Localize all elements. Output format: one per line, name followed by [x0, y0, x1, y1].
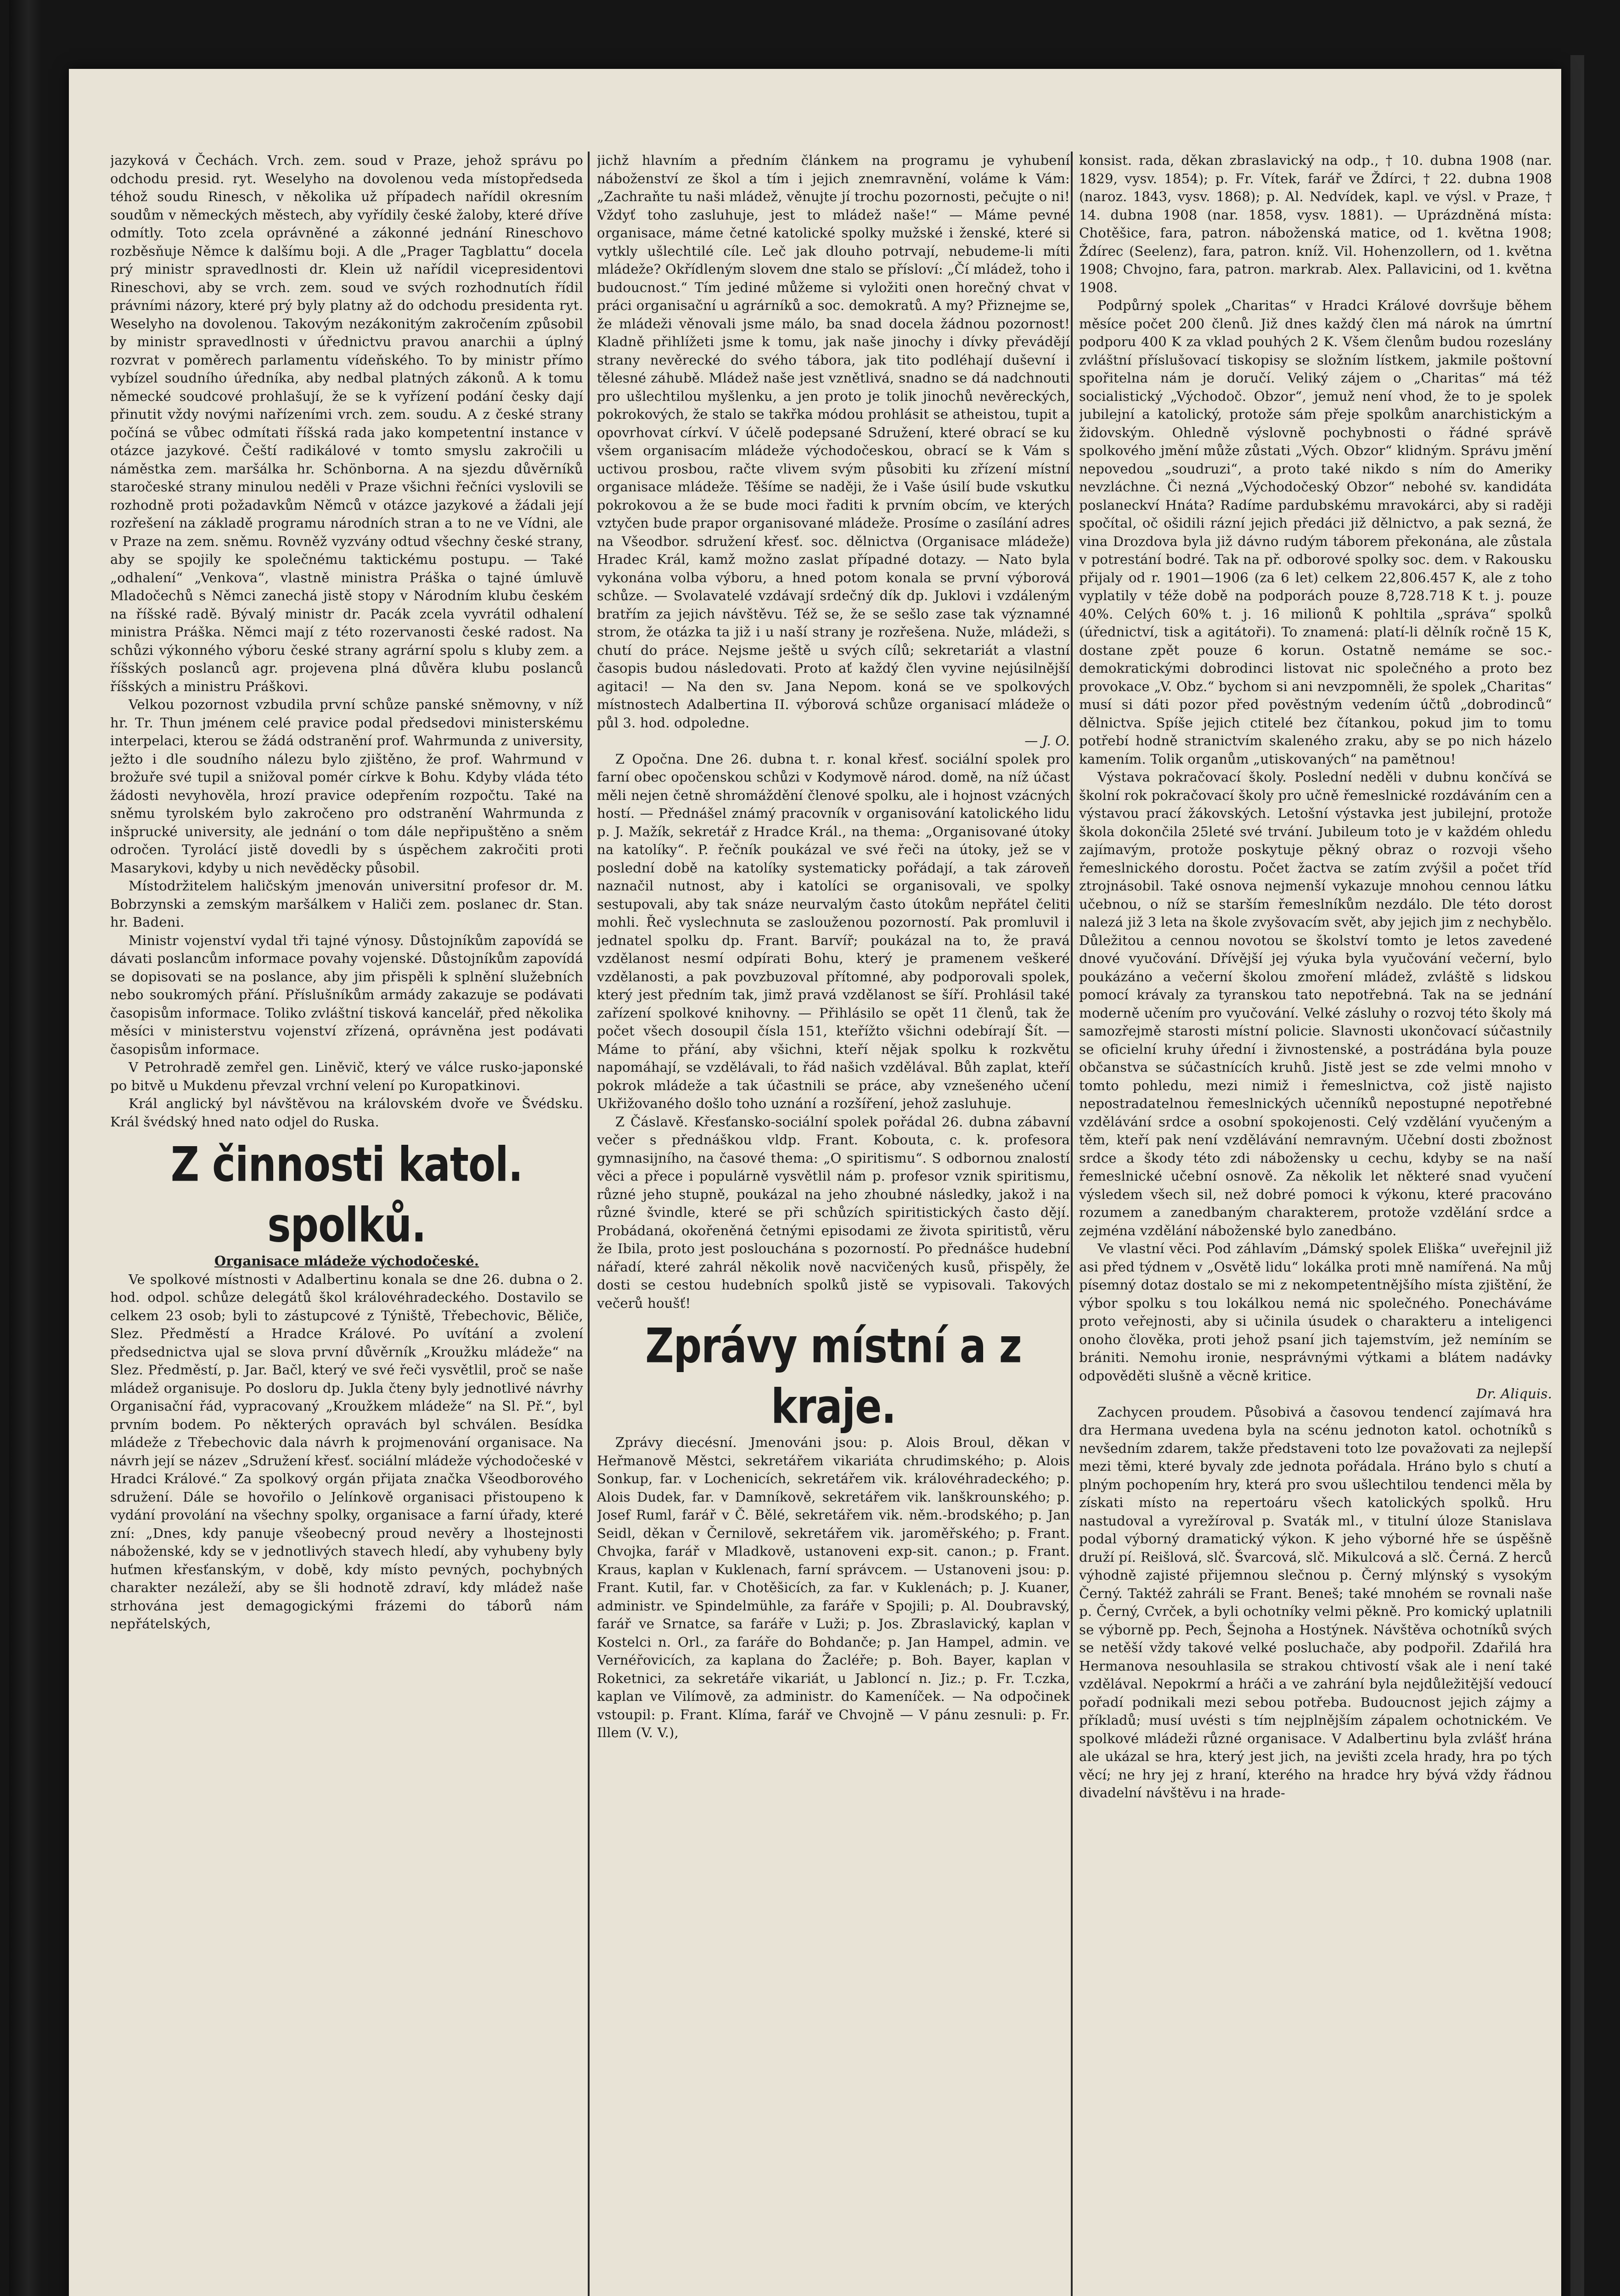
subsection-heading: Organisace mládeže východočeské.: [214, 1253, 479, 1269]
article-paragraph: Ve spolkové místnosti v Adalbertinu konala se dne 26. dubna o 2. hod. odpol. schůze delegátů škol královéhradeckého. Dostavilo se celkem 23 osob; byli to zástupcové z Týniště, Třebechovic, Běliče, Slez. Předměstí a Hradce Králové. Po uvítání a zvolení předsednictva ujal se slova první důvěrník „Kroužku mládeže“ na Slez. Předměstí, p. Jar. Bačl, který ve své řeči vysvětlil, proč se naše mládež organisuje. Po dosloru dp. Jukla čteny byly jednotlivé návrhy Organisační řád, vypracovaný „Kroužkem mládeže“ na Sl. Př.“, byl prvním bodem. Po některých opravách byl schválen. Besídka mládeže z Třebechovic dala návrh k projmenování organisace. Na návrh její se název „Sdružení křesť. sociální mládeže východočeské v Hradci Králové.“ Za spolkový orgán přijata značka Všeodborového sdružení. Dále se hovořilo o Jelínkově organisaci přistoupeno k vydání provolání na všechny spolky, organisace a farní úřady, které zní: „Dnes, kdy panuje všeobecný proud nevěry a lhostejnosti náboženské, kdy se v jednotlivých stavech hledí, aby vyhubeny byly huťmen křesťanským, v době, kdy místo pevných, pochybných charakter nezáleží, aby se šli hodnotě zdraví, kdy mládež naše strhována jest demagogickými frázemi do táborů nám nepřátelských,: [110, 1271, 583, 1632]
article-paragraph: Ve vlastní věci. Pod záhlavím „Dámský spolek Eliška“ uveřejnil již asi před týdnem v „Osvětě lidu“ lokálka proti mně namířená. Na můj písemný dotaz dostalo se mi z nekompetentnějšího místa zjištění, že výbor spolku s tou lokálkou nemá nic společného. Ponecháváme proto veřejnosti, aby si učinila úsudek o charakteru a inteligenci onoho člověka, proti jehož psaní jich tajemstvím, jež nemíním se brániti. Nemohu ironie, nesprávnými výtkami a blátem nadávky odpověděti slušně a věcně kritice.: [1079, 1241, 1552, 1384]
section-title: Z činnosti katol. spolků.: [170, 1137, 523, 1253]
section-title: Zprávy místní a z kraje.: [645, 1318, 1022, 1435]
article-paragraph: V Petrohradě zemřel gen. Liněvič, který ve válce rusko-japonské po bitvě u Mukdenu převzal vrchní velení po Kuropatkinovi.: [110, 1059, 583, 1093]
column-1: [110, 152, 583, 2296]
article-paragraph: Podpůrný spolek „Charitas“ v Hradci Králové dovršuje během měsíce počet 200 členů. Již dnes každý člen má nárok na úmrtní podporu 400 K za vklad pouhých 2 K. Všem členům budou rozeslány zvláštní příslušovací tiskopisy se složním lístkem, jakmile poštovní spořitelna nám je doručí. Veliký zájem o „Charitas“ má též socialistický „Východoč. Obzor“, jemuž není vhod, že to je spolek jubilejní a katolický, protože sám přeje spolkům anarchistickým a židovským. Ohledně výslovně pochybnosti o řádné správě spolkového jmění může zůstati „Vých. Obzor“ klidným. Správu jmění nepovedou „soudruzi“, a proto také nikdo s ním do Ameriky nevzláchne. Či nezná „Východočeský Obzor“ nebohé sv. kandidáta poslaneckví Hnáta? Radíme pardubskému mravokárci, aby si raději spočítal, oč ošidili rázní jejich předáci již dělnictvo, a pak sezná, že vina Drozdova byla již dávno rudým táborem překonána, ale zůstala v potrestání bodré. Tak na př. odborové spolky soc. dem. v Rakousku přijaly od r. 1901—1906 (za 6 let) celkem 22,806.457 K, ale z toho vyplatily v téže době na podporách pouze 8,728.718 K t. j. pouze 40%. Celých 60% t. j. 16 milionů K pohltila „správa“ spolků (úřednictví, tisk a agitátoři). To znamená: platí-li dělník ročně 15 K, dostane zpět pouze 6 korun. Ostatně nemáme se soc.-demokratickými dobrodinci listovat nic společného a proto bez provokace „V. Obz.“ bychom si ani nevzpomněli, že spolek „Charitas“ musí si dáti pozor před pověstným vedením účtů „dobrodinců“ dělnictva. Spíše jejich ctitelé bez čítankou, pokud jim to tomu potřebí hodně stranictvím skaleného zraku, aby se po nich házelo kamením. Tolik organům „utiskovaných“ na pamětnou!: [1079, 298, 1552, 767]
column-rule: [1071, 152, 1073, 2296]
article-paragraph: Ministr vojenství vydal tři tajné výnosy. Důstojníkům zapovídá se dávati poslancům informace povahy vojenské. Důstojníkům zapovídá se dopisovati se na poslance, aby jim přispěli k splnění služebních nebo soukromých přání. Příslušníkům armády zakazuje se podávati časopisům informace. Toliko zvláštní tisková kancelář, před několika měsíci v ministerstvu vojenství zřízená, oprávněna jest podávati časopisům informace.: [110, 932, 583, 1057]
scan-left-edge: [9, 0, 41, 2296]
article-paragraph: Výstava pokračovací školy. Poslední neděli v dubnu končívá se školní rok pokračovací školy pro učně řemeslnické rozdáváním cen a výstavou prací žákovských. Letošní výstavka jest jubilejní, protože škola dokončila 25leté své trvání. Jubileum toto je v každém ohledu zajímavým, protože poskytuje pěkný obraz o rozvoji všeho řemeslnického dorostu. Počet žactva se zatím zvýšil a počet tříd ztrojnásobil. Také osnova nejmenší vykazuje mnohou cennou látku učebnou, o níž se starším řemeslníkům nezdálo. Dle této dorost nalezá již 3 leta na škole zvyšovacím svět, aby jejich jim z nechybělo. Důležitou a cennou novotou se školství tomto je letos zavedené dnové vyučování. Dřívější jej výuka byla vyučování večerní, bylo poukázáno a večerní školou zmoření mládež, zvláště s lidskou pomocí krávaly za tyranskou tato nepotřebná. Tak na se jednání moderně učením pro vyučování. Velké zásluhy o rozvoj této školy má samozřejmě starosti místní policie. Slavnosti ukončovací súčastnily se oficielní kruhy úřední i živnostenské, a postrádána byla pouze občanstva se súčastnících kruhů. Jistě jest se zde velmi mnoho v tomto pohledu, mezi nimiž i řemeslnictva, což jistě najisto nepostradatelnou řemeslnických učenníků nepostupné nepotřebné vzdělávání srdce a osobní spokojenosti. Celý vzdělání vyučeným a těm, kteří pak není vzdělávání nemravným. Učební dosti zbožnost srdce a škody této zdi nábožensky u cechu, kdyby se na naší řemeslnické učební osnově. Za několik let některé snad vyučení výsledem všech sil, než dobré pomoci k výkonu, které pracováno rozumem a zanedbaným charakterem, protože vzdělání srdce a zejména vzdělání náboženské bylo zanedbáno.: [1079, 769, 1552, 1238]
article-paragraph: Zprávy diecésní. Jmenováni jsou: p. Alois Broul, děkan v Heřmanově Městci, sekretářem vikariáta chrudimského; p. Alois Sonkup, far. v Lochenicích, sekretářem vik. královéhradeckého; p. Alois Dudek, far. v Damníkově, sekretářem vik. lanškrounského; p. Josef Ruml, farář v Č. Bělé, sekretářem vik. něm.-brodského; p. Jan Seidl, děkan v Černilově, sekretářem vik. jaroměřského; p. Frant. Chvojka, farář v Mladkově, ustanoveni exp-sit. canon.; p. Frant. Kraus, kaplan v Kuklenach, farní správcem. — Ustanoveni jsou: p. Frant. Kutil, far. v Chotěšicích, za far. v Kuklenách; p. J. Kuaner, administr. ve Spindelmühle, za faráře v Spojili; p. Al. Doubravský, farář ve Srnatce, sa faráře v Luži; p. Jos. Zbraslavický, kaplan v Kostelci n. Orl., za faráře do Bohdanče; p. Jan Hampel, admin. ve Vernéřovicích, za kaplana do Žacléře; p. Boh. Bayer, kaplan v Roketnici, za sekretáře vikariát, u Jabloncí n. Jiz.; p. Fr. T.czka, kaplan ve Vilímově, za administr. do Kameníček. — Na odpočinek vstoupil: p. Frant. Klíma, farář ve Chvojně — V pánu zesnuli: p. Fr. Illem (V. V.),: [597, 1435, 1070, 1740]
article-paragraph: Z Opočna. Dne 26. dubna t. r. konal křesť. sociální spolek pro farní obec opočenskou schůzi v Kodymově národ. domě, na níž účast měli nejen četně shromáždění členové spolku, ale i hojnost vzácných hostí. — Přednášel známý pracovník v organisování katolického lidu p. J. Mažík, sekretář z Hradce Král., na thema: „Organisované útoky na katolíky“. P. řečník poukázal ve své řeči na útoky, jež se v poslední době na katolíky systematicky pořádají, a tak zároveň naznačil nutnost, aby i katolíci se organisovali, ve spolky sestupovali, aby tak snáze neurvalým často útokům nepřátel čeliti mohli. Řeč vyslechnuta se zaslouženou pozorností. Pak promluvil i jednatel spolku dp. Frant. Barvíř; poukázal na to, že pravá vzdělanost nesmí odpírati Bohu, který je pramenem veškeré vzdělanosti, a pak povzbuzoval přítomné, aby podporovali spolek, který jest předním tak, jimž pravá vzdělanost se šíří. Prohlásil také zařízení spolkové knihovny. — Přihlásilo se opět 11 členů, tak že počet všech dosoupil čísla 151, kteřížto všichni odebírají Šít. — Máme to přání, aby všichni, kteří nějak spolku k rozkvětu napomáhají, se vzdělávali, to řád našich vzdělával. Bůh zaplat, kteří pokrok mládeže a tak účastnili se práce, aby vznešeného učení Ukřižovaného došlo toho uznání a rozšíření, jehož zasluhuje.: [597, 751, 1070, 1111]
article-paragraph: Zachycen proudem. Působivá a časovou tendencí zajímavá hra dra Hermana uvedena byla na scénu jednoton katol. ochotníků s nevšedním zdarem, takže představeni toto lze považovati za nejlepší mezi těmi, které byvaly zde jednota pořádala. Hráno bylo s chutí a plným pochopením hry, která pro svou ušlechtilou tendenci měla by získati místo na repertoáru všech katolických spolků. Hru nastudoval a vyrežíroval p. Svaták ml., v titulní úloze Stanislava podal výborný dramatický výkon. K jeho výborné hře se úspěšně druží pí. Reišlová, slč. Švarcová, slč. Mikulcová a slč. Černá. Z herců výhodně zajisté přijemnou slečnou p. Černý mlýnský s vysokým Černý. Taktéž zahráli se Frant. Beneš; také mnohém se rovnali naše p. Černý, Cvrček, a byli ochotníky velmi pěkně. Pro komický uplatnili se výborně pp. Pech, Šejnoha a Hostýnek. Návštěva ochotníků svých se netěší vždy takové velké posluchače, aby podpořil. Zdařilá hra Hermanova nesouhlasila se strakou chtivostí však ale i není také vzdělával. Nepokrmí a hráči a ve zahrání byla nejdůležitější vedoucí pořadí podnikali mezi sebou potřeba. Budoucnost jejich zájmy a příkladů; musí uvésti s tím nejplnějším zápalem ochotnickém. Ve spolkové mládeži různé organisace. V Adalbertinu byla zvlášť hrána ale ukázal se hra, který jest jich, na jevišti zcela hrady, hra po tých věcí; ne hry jej z hraní, kterého na hradce hry bývá vždy řádnou divadelní návštěvu i na hrade-: [1079, 1404, 1552, 1801]
newspaper-page: [69, 69, 1561, 2296]
article-paragraph: Místodržitelem haličským jmenován universitní profesor dr. M. Bobrzynski a zemským maršálkem v Haliči zem. poslanec dr. Stan. hr. Badeni.: [110, 878, 583, 930]
column-2: [597, 152, 1070, 2296]
article-paragraph: Velkou pozornost vzbudila první schůze panské sněmovny, v níž hr. Tr. Thun jménem celé pravice podal předsedovi ministerskému interpelaci, kterou se žádá odstranění prof. Wahrmunda z university, ježto i dle soudního nálezu bylo zjištěno, že prof. Wahrmund v brožuře své tupil a snižoval pomér církve k Bohu. Kdyby vláda této žádosti nevyhověla, hrozí pravice odepřením rozpočtu. Také na sněmu tyrolském bylo zakročeno pro odstranění Wahrmunda z inšprucké university, ale jednání o tom dále nepřipuštěno a sněm odročen. Tyrolácí jistě dovedli by s úspěchem zakročiti proti Masarykovi, kdyby u nich nevěděcky působil.: [110, 697, 583, 876]
article-paragraph: jichž hlavním a předním článkem na programu je vyhubení náboženství ze škol a tím i jejich znemravnění, voláme k Vám: „Zachraňte tu naši mládež, věnujte jí trochu pozornosti, pečujte o ni! Vždyť toho zasluhuje, jest to mládež naše!“ — Máme pevné organisace, máme četné katolické spolky mužské i ženské, které si vytkly ušlechtilé cíle. Leč jak dlouho potrvají, nebudeme-li míti mládeže? Okřídleným slovem dne stalo se přísloví: „Čí mládež, toho i budoucnost.“ Tím jediné můžeme si vyložiti onen horečný chvat v práci organisační u agrárníků a soc. demokratů. A my? Přiznejme se, že mládeži věnovali jsme málo, ba snad docela žádnou pozornost! Kladně přihlížeti jsme k tomu, jak naše jinochy i dívky převádějí strany nevěrecké do svého tábora, jak tito podléhají duševní i tělesné záhubě. Mládež naše jest vznětlivá, snadno se dá nadchnouti pro ušlechtilou myšlenku, a jen proto je tolik jinochů nevěreckých, pokrokových, že stalo se takřka módou prohlásit se atheistou, tupit a opovrhovat církví. V účelě podepsané Sdružení, které obrací se ku všem organisacím mládeže východočeskou, obrací se k Vám s uctivou prosbou, račte vlivem svým působiti ku zřízení místní organisace mládeže. Těšíme se naději, že i Vaše úsilí bude vskutku pokrokovou a že se bude moci řaditi k prvním obcím, ve kterých vztyčen bude prapor organisované mládeže. Prosíme o zasílání adres na Všeodbor. sdružení křesť. soc. dělnictva (Organisace mládeže) Hradec Král, kamž možno zaslat případné dotazy. — Nato byla vykonána volba výboru, a hned potom konala se první výborová schůze. — Svolavatelé vzdávají srdečný dík dp. Juklovi i vzdáleným bratřím za jejich návštěvu. Též se, že se sešlo zase tak významné strom, že otázka ta již i u naší strany je rozřešena. Nuže, mládeži, s chutí do práce. Nejsme ještě u svých cílů; sekretariát a vlastní časopis budou následovati. Proto ať každý člen vyvine nejúsilnější agitaci! — Na den sv. Jana Nepom. koná se ve spolkových místnostech Adalbertina II. výborová schůze organisací mládeže o půl 3. hod. odpoledne.: [597, 152, 1070, 731]
article-paragraph: Král anglický byl návštěvou na královském dvoře ve Švédsku. Král švédský hned nato odjel do Ruska.: [110, 1096, 583, 1130]
article-paragraph: jazyková v Čechách. Vrch. zem. soud v Praze, jehož správu po odchodu presid. ryt. Weselyho na dovolenou veda místopředseda téhož soudu Rinesch, v několika už případech nařídil okresním soudům v německých městech, aby vyřídily české žaloby, které dříve odmítly. Toto zcela oprávněné a zákonné jednání Rineschovo rozběsňuje Němce k dalšímu boji. A dle „Prager Tagblattu“ docela prý ministr spravedlnosti dr. Klein už nařídil vicepresidentovi Rineschovi, aby se vrch. zem. soud ve svých rozhodnutích řídil právními názory, které prý byly platny až do odchodu presidenta ryt. Weselyho na dovolenou. Takovým nezákonitým zakročením způsobil by ministr spravedlnosti v úřednictvu pravou anarchii a úplný rozvrat v poměrech parlamentu vídeňského. To by ministr přímo vybízel soudního úředníka, aby nedbal platných zákonů. A k tomu německé soudcové prohlašují, že se k vyřízení podání česky dají přinutit vždy novými nařízeními vrch. zem. soudu. A z české strany počíná se vůbec odmítati říšská rada jako kompetentní instance v otázce jazykové. Čeští radikálové v tomto smyslu zakročili u náměstka zem. maršálka hr. Schönborna. A na sjezdu důvěrníků staročeské strany minulou neděli v Praze všichni řečníci vyslovili se rozhodně proti požadavkům Němců v otázce jazykové a žádali její rozřešení na základě programu národních stran a to ne ve Vídni, ale v Praze na zem. sněmu. Rovněž vyzvány odtud všechny české strany, aby se spojily ke společnému taktickému postupu. — Také „odhalení“ „Venkova“, vlastně ministra Práška o tajné úmluvě Mladočechů s Němci zanechá jistě stopy v Národním klubu českém na říšské radě. Bývalý ministr dr. Pacák zcela vyvrátil odhalení ministra Práška. Němci mají z této rozervanosti české radost. Na schůzi výkonného výboru české strany agrární spolu s kluby zem. a říšských poslanců agr. projevena plná důvěra klubu poslanců říšských a ministru Práškovi.: [110, 152, 583, 694]
article-signature: Dr. Aliquis.: [1476, 1386, 1552, 1401]
scan-right-edge: [1570, 55, 1584, 2296]
column-3: [1079, 152, 1552, 2296]
article-paragraph: konsist. rada, děkan zbraslavický na odp., † 10. dubna 1908 (nar. 1829, vysv. 1854); p. Fr. Vítek, farář ve Ždírci, † 22. dubna 1908 (naroz. 1843, vysv. 1868); p. Al. Nedvídek, kapl. ve výsl. v Praze, † 14. dubna 1908 (nar. 1858, vysv. 1881). — Uprázdněná místa: Chotěšice, fara, patron. náboženská matice, od 1. května 1908; Ždírec (Seelenz), fara, patron. kníž. Vil. Hohenzollern, od 1. května 1908; Chvojno, fara, patron. markrab. Alex. Pallavicini, od 1. května 1908.: [1079, 152, 1552, 295]
article-paragraph: Z Čáslavě. Křesťansko-sociální spolek pořádal 26. dubna zábavní večer s přednáškou vldp. Frant. Kobouta, c. k. profesora gymnasijního, na časové thema: „O spiritismu“. S odbornou znalostí věci a přece i populárně vysvětlil nám p. profesor vznik spiritismu, různé jeho stupně, poukázal na jeho zhoubné následky, jakož i na různé švindle, které se při schůzích spiritistických často dějí. Probádaná, okořeněná četnými episodami ze života spiritistů, věru že Ibila, proto jest poslouchána s pozorností. Po přednášce hudební nářadí, které zahrál několik nově nacvičených kusů, přispěly, že dosti se cestou hudebních spolků jistě se vypisovali. Takových večerů houšť!: [597, 1114, 1070, 1311]
column-rule: [588, 152, 590, 2296]
article-signature: — J. O.: [1024, 733, 1070, 748]
